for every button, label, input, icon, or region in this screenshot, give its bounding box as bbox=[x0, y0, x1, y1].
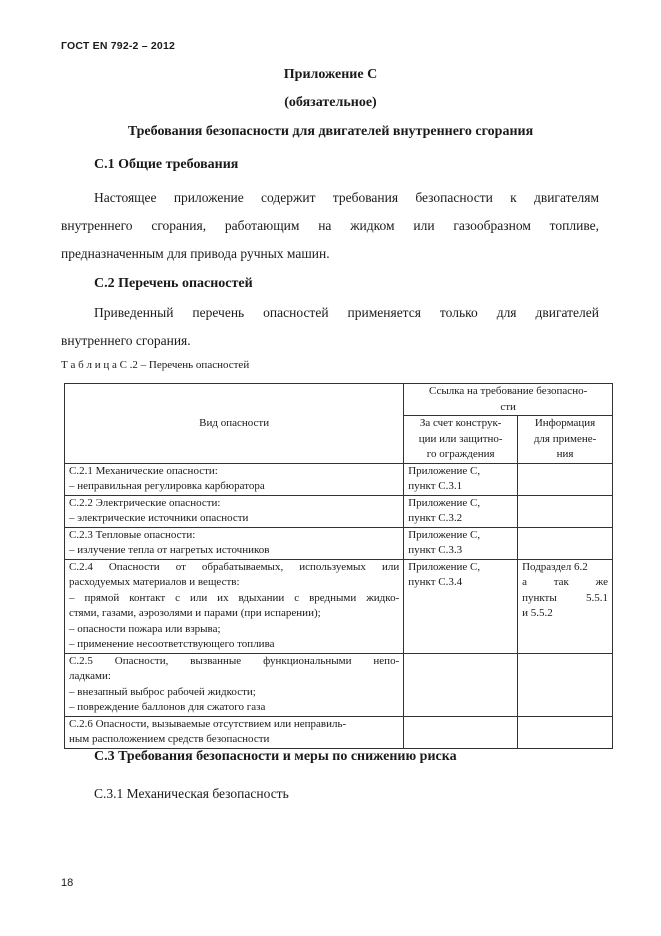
section-2-paragraph bbox=[61, 299, 599, 355]
header-line: сти bbox=[500, 400, 516, 413]
hazard-line: С.2.1 Механические опасности: bbox=[69, 464, 218, 477]
table-row bbox=[65, 527, 613, 559]
table-row bbox=[65, 716, 613, 748]
paragraph-line: Приведенный перечень опасностей применяется только для двигателей bbox=[94, 305, 599, 320]
table-row bbox=[65, 653, 613, 716]
hazard-line: – неправильная регулировка карбюратора bbox=[69, 480, 265, 492]
reference-line: Приложение С, bbox=[408, 496, 481, 509]
hazard-line: С.2.6 Опасности, вызываемые отсутствием или неправиль- bbox=[69, 717, 347, 730]
table-row bbox=[65, 463, 613, 495]
hazard-line: С.2.4 Опасности от обрабатываемых, используемых или bbox=[69, 560, 400, 573]
hazard-cell bbox=[65, 559, 404, 653]
appendix-subtitle: Требования безопасности для двигателей внутреннего сгорания bbox=[127, 124, 534, 139]
design-cell bbox=[404, 653, 518, 716]
info-cell bbox=[518, 559, 613, 653]
reference-line: пункт С.3.3 bbox=[408, 544, 463, 556]
hazards-table bbox=[64, 383, 613, 749]
page-number: 18 bbox=[61, 877, 74, 889]
reference-line: Приложение С, bbox=[408, 464, 481, 477]
table-header-row bbox=[65, 384, 613, 416]
hazard-cell bbox=[65, 495, 404, 527]
info-line: а так же bbox=[522, 576, 608, 588]
hazard-line: – повреждение баллонов для сжатого газа bbox=[69, 701, 266, 713]
reference-line: Приложение С, bbox=[408, 528, 481, 541]
header-usage-information bbox=[518, 416, 613, 464]
hazard-line: – электрические источники опасности bbox=[69, 512, 249, 524]
header-line: для примене- bbox=[533, 432, 597, 445]
hazard-line: ладками: bbox=[69, 670, 111, 682]
section-3-heading: С.3 Требования безопасности и меры по снижению риска bbox=[94, 749, 457, 764]
paragraph-line: предназначенным для привода ручных машин. bbox=[61, 246, 330, 261]
hazard-line: С.2.2 Электрические опасности: bbox=[69, 496, 221, 509]
hazard-line: – излучение тепла от нагретых источников bbox=[69, 544, 270, 556]
hazard-line: С.2.5 Опасности, вызванные функциональными непо- bbox=[69, 654, 400, 667]
design-cell bbox=[404, 495, 518, 527]
paragraph-line: внутреннего сгорания. bbox=[61, 333, 191, 348]
table-row bbox=[65, 495, 613, 527]
hazard-cell bbox=[65, 653, 404, 716]
reference-line: пункт С.3.2 bbox=[408, 512, 463, 524]
hazard-cell bbox=[65, 463, 404, 495]
reference-line: пункт С.3.4 bbox=[408, 576, 463, 588]
header-line: Ссылка на требование безопасно- bbox=[428, 385, 588, 397]
header-line: Информация bbox=[534, 417, 596, 429]
section-1-paragraph bbox=[61, 184, 599, 268]
header-hazard-label: Вид опасности bbox=[199, 416, 270, 429]
appendix-title: Приложение С bbox=[283, 67, 378, 82]
table-row bbox=[65, 559, 613, 653]
header-hazard-type bbox=[65, 384, 404, 464]
appendix-status: (обязательное) bbox=[284, 95, 377, 110]
section-2-heading: С.2 Перечень опасностей bbox=[94, 276, 253, 291]
header-safety-reference bbox=[404, 384, 613, 416]
info-line: Подраздел 6.2 bbox=[522, 560, 588, 573]
paragraph-line: внутреннего сгорания, работающим на жидком или газообразном топливе, bbox=[61, 218, 599, 233]
hazard-line: – прямой контакт с или их вдыхании с вредными жидко- bbox=[69, 591, 400, 604]
header-line: ния bbox=[556, 448, 574, 460]
hazard-line: – применение несоответствующего топлива bbox=[69, 638, 275, 650]
design-cell bbox=[404, 716, 518, 748]
table-caption: Т а б л и ц а С .2 – Перечень опасностей bbox=[61, 359, 250, 371]
info-cell bbox=[518, 653, 613, 716]
section-1-heading: С.1 Общие требования bbox=[94, 157, 239, 172]
hazard-cell bbox=[65, 527, 404, 559]
hazard-line: С.2.3 Тепловые опасности: bbox=[69, 528, 196, 541]
document-standard-header: ГОСТ EN 792-2 – 2012 bbox=[61, 40, 176, 52]
header-line: За счет конструк- bbox=[419, 417, 502, 429]
design-cell bbox=[404, 559, 518, 653]
info-cell bbox=[518, 527, 613, 559]
info-cell bbox=[518, 463, 613, 495]
hazard-cell bbox=[65, 716, 404, 748]
paragraph-line: Настоящее приложение содержит требования безопасности к двигателям bbox=[94, 190, 599, 205]
header-line: го ограждения bbox=[426, 448, 495, 460]
info-cell bbox=[518, 495, 613, 527]
hazard-line: стями, газами, аэрозолями и парами (при испарении); bbox=[69, 607, 321, 619]
hazard-line: – внезапный выброс рабочей жидкости; bbox=[69, 685, 256, 698]
info-line: и 5.5.2 bbox=[522, 607, 553, 619]
hazard-line: – опасности пожара или взрыва; bbox=[69, 622, 221, 635]
reference-line: пункт С.3.1 bbox=[408, 480, 463, 492]
header-design-measures bbox=[404, 416, 518, 464]
hazard-line: ным расположением средств безопасности bbox=[69, 733, 270, 745]
reference-line: Приложение С, bbox=[408, 560, 481, 573]
hazard-line: расходуемых материалов и веществ: bbox=[69, 576, 240, 588]
design-cell bbox=[404, 463, 518, 495]
subclause-c-3-1: С.3.1 Механическая безопасность bbox=[94, 786, 289, 801]
info-line: пункты 5.5.1 bbox=[522, 591, 608, 604]
design-cell bbox=[404, 527, 518, 559]
info-cell bbox=[518, 716, 613, 748]
header-line: ции или защитно- bbox=[418, 432, 503, 445]
